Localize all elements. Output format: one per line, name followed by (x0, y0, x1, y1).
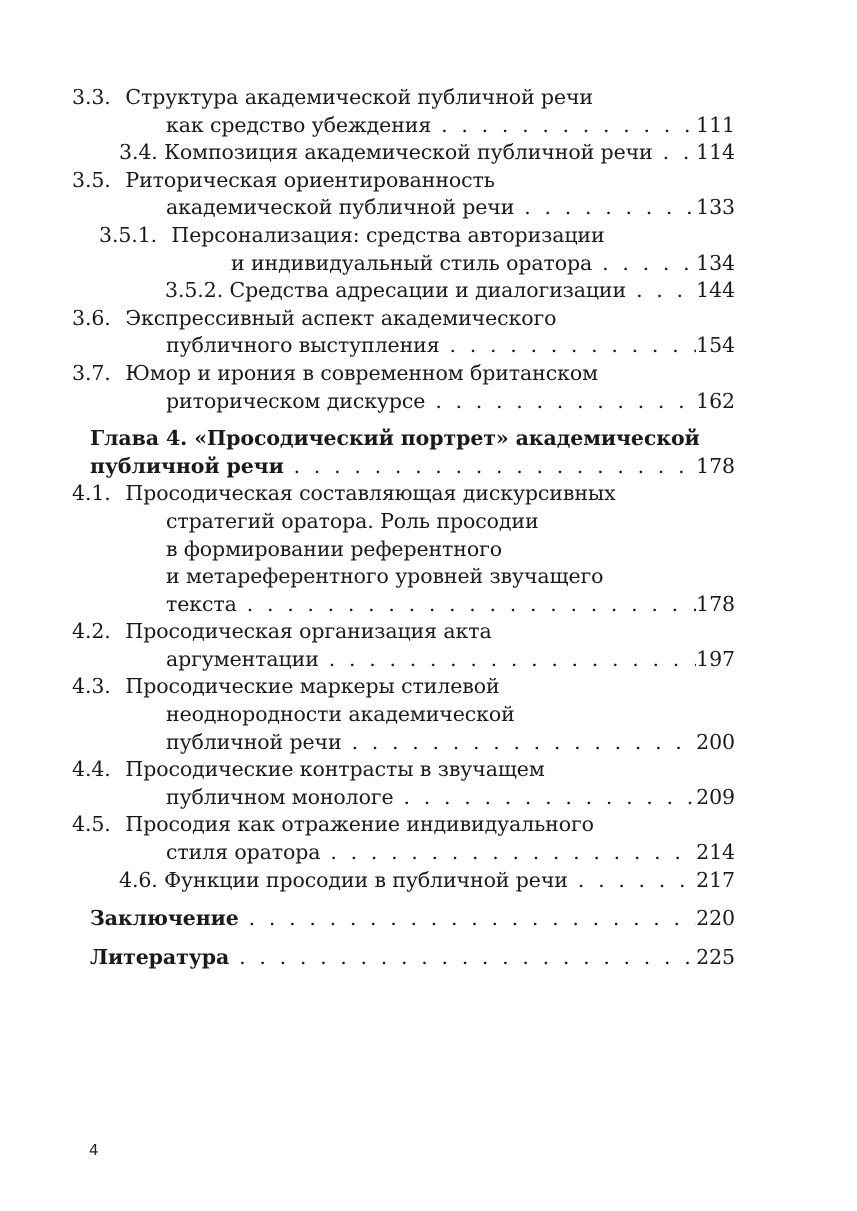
section-title-end: текста (166, 591, 237, 616)
dot-leader (237, 591, 696, 619)
chapter-title-end: публичной речи (90, 453, 284, 478)
section-title-line: в формировании референтного (166, 536, 502, 561)
page-ref: 178 (696, 591, 735, 616)
page-ref: 214 (696, 840, 735, 865)
section-title-line: и метареферентного уровней звучащего (166, 564, 604, 589)
toc-entry-4-2[interactable]: 4.2. Просодическая организация акта аргументации . . . 197 (90, 618, 735, 673)
dot-leader (514, 194, 696, 222)
section-title: Просодия как отражение индивидуального (125, 812, 594, 837)
dot-leader (394, 784, 697, 812)
section-title-line: неоднородности академической (166, 702, 515, 727)
toc-entry-3-7[interactable]: 3.7. Юмор и ирония в современном британском риторическом дискурсе . . . 162 (90, 360, 735, 415)
section-title-end: стиля оратора (166, 840, 321, 865)
section-title-line: стратегий оратора. Роль просодии (166, 508, 539, 533)
section-number: 4.6. (119, 867, 158, 892)
section-title: Функции просодии в публичной речи (164, 867, 568, 892)
toc-entry-4-1[interactable]: 4.1. Просодическая составляющая дискурсивных стратегий оратора. Роль просодии в формировании референтного и метареферентного уровней звучащего текста . . . 178 (90, 480, 735, 618)
section-title: Просодические маркеры стилевой (125, 674, 500, 699)
section-title: Средства адресации и диалогизации (229, 278, 627, 303)
page-ref: 114 (696, 140, 735, 165)
toc-entry-4-6[interactable] (90, 867, 735, 895)
page-ref: 134 (696, 250, 735, 275)
page-ref: 144 (696, 278, 735, 303)
page-ref: 217 (696, 867, 735, 892)
section-title-end: публичного выступления (166, 333, 440, 358)
dot-leader (440, 332, 697, 360)
toc-entry-4-3[interactable]: 4.3. Просодические маркеры стилевой неоднородности академической публичной речи . . . 200 (90, 673, 735, 756)
dot-leader (342, 729, 697, 757)
dot-leader (425, 388, 696, 416)
chapter-title: Глава 4. «Просодический портрет» академической (90, 426, 700, 451)
section-title: Структура академической публичной речи (125, 85, 593, 109)
dot-leader (568, 867, 696, 895)
dot-leader (239, 905, 697, 933)
page-ref: 111 (696, 112, 735, 137)
conclusion-title: Заключение (90, 906, 239, 931)
page-ref: 178 (696, 453, 735, 478)
section-title-end: публичном монологе (166, 784, 394, 809)
section-title-end: как средство убеждения (166, 112, 432, 137)
toc-chapter-4[interactable] (90, 425, 735, 480)
section-title-end: и индивидуальный стиль оратора (231, 250, 593, 275)
section-title-end: риторическом дискурсе (166, 388, 426, 413)
references-title: Литература (90, 944, 230, 969)
page-number: 4 (89, 1141, 99, 1159)
table-of-contents (72, 84, 735, 971)
page-ref: 162 (696, 388, 735, 413)
dot-leader (653, 139, 697, 167)
section-number: 3.5.2. (165, 278, 224, 303)
section-title: Риторическая ориентированность (125, 167, 495, 192)
toc-entry-3-5-2[interactable] (90, 277, 735, 305)
toc-entry-4-5[interactable]: 4.5. Просодия как отражение индивидуального стиля оратора . . . 214 (90, 811, 735, 866)
toc-entry-3-5-1[interactable]: 3.5.1. Персонализация: средства авторизации и индивидуальный стиль оратора . . . 134 (90, 222, 735, 277)
dot-leader (431, 112, 696, 140)
section-title: Экспрессивный аспект академического (125, 305, 557, 330)
dot-leader (229, 944, 696, 972)
dot-leader (592, 250, 696, 278)
page-ref: 133 (696, 195, 735, 220)
page-ref: 209 (696, 784, 735, 809)
toc-entry-3-4[interactable] (90, 139, 735, 167)
section-title: Персонализация: средства авторизации (171, 222, 605, 247)
section-title: Юмор и ирония в современном британском (125, 360, 598, 385)
toc-entry-4-4[interactable]: 4.4. Просодические контрасты в звучащем публичном монологе . . . 209 (90, 756, 735, 811)
dot-leader (284, 453, 696, 481)
page-ref: 225 (696, 944, 735, 969)
toc-entry-3-5[interactable]: 3.5. Риторическая ориентированность академической публичной речи . . . 133 (90, 167, 735, 222)
page-ref: 154 (696, 333, 735, 358)
section-number: 3.4. (119, 140, 158, 165)
section-title-end: аргументации (166, 646, 319, 671)
toc-conclusion[interactable] (90, 905, 735, 933)
toc-references[interactable] (90, 944, 735, 972)
dot-leader (320, 839, 696, 867)
section-title: Просодические контрасты в звучащем (125, 757, 545, 782)
page-ref: 197 (696, 646, 735, 671)
dot-leader (319, 646, 696, 674)
section-title: Просодическая организация акта (125, 619, 492, 644)
section-title-end: публичной речи (166, 729, 342, 754)
section-title: Просодическая составляющая дискурсивных (125, 481, 616, 506)
section-title: Композиция академической публичной речи (164, 140, 653, 165)
section-title-end: академической публичной речи (166, 195, 515, 220)
page-ref: 220 (696, 906, 735, 931)
dot-leader (626, 277, 696, 305)
page-ref: 200 (696, 729, 735, 754)
toc-entry-3-3[interactable]: 3.3. Структура академической публичной речи как средство убеждения . . . 111 (90, 84, 735, 139)
toc-entry-3-6[interactable]: 3.6. Экспрессивный аспект академического публичного выступления . . . 154 (90, 305, 735, 360)
